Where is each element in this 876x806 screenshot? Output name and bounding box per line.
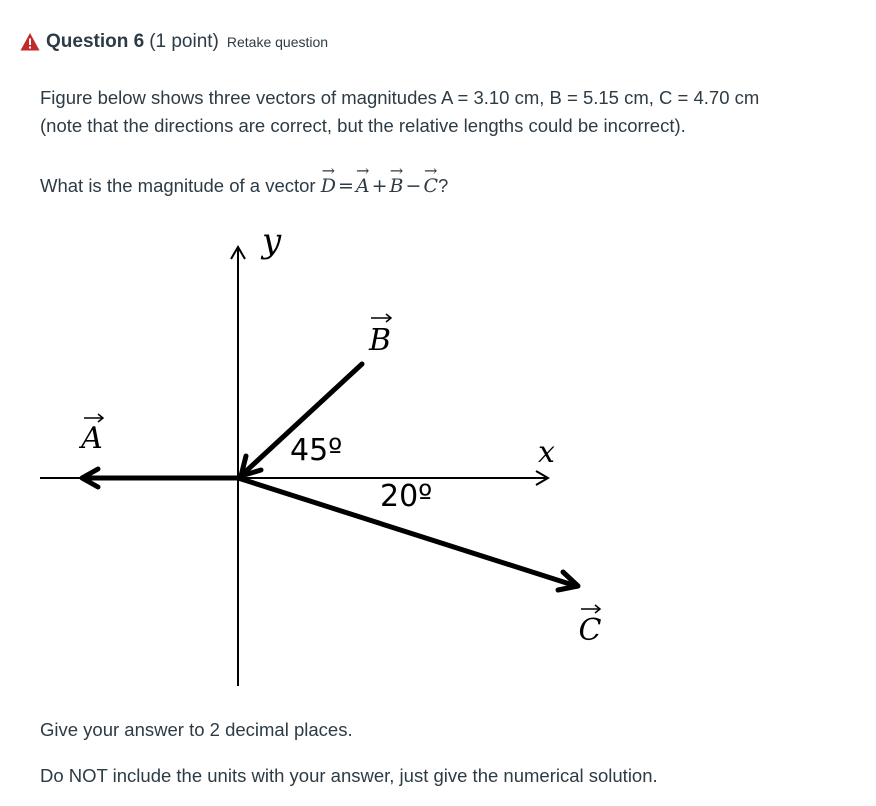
vector-a-symbol: → A	[356, 172, 370, 200]
angle-c-label: 20º	[380, 479, 433, 514]
plus-sign: +	[371, 175, 388, 197]
angle-b-label: 45º	[290, 433, 343, 468]
vector-a-label-text: A	[81, 421, 103, 456]
question-prompt	[40, 172, 800, 200]
instruction-no-units: Do NOT include the units with your answer, just give the numerical solution.	[40, 765, 658, 786]
vector-c-label	[579, 605, 602, 648]
vector-b-symbol: → B	[390, 172, 404, 200]
prompt-text: What is the magnitude of a vector	[40, 175, 316, 196]
vector-b-label-text: B	[368, 323, 392, 358]
question-header	[20, 28, 328, 56]
question-paragraph: Figure below shows three vectors of magnitudes A = 3.10 cm, B = 5.15 cm, C = 4.70 cm (note that the directions are correct, but the relative lengths could be incorrect).	[40, 87, 760, 136]
vector-a-label	[78, 414, 103, 456]
minus-sign: −	[405, 175, 422, 197]
x-axis-label: x	[538, 435, 555, 470]
equals-sign: =	[337, 175, 354, 197]
vector-c-label-text: C	[578, 613, 602, 648]
vector-equation	[321, 175, 438, 197]
warning-icon	[20, 32, 40, 52]
vector-c-symbol: → C	[423, 172, 438, 200]
vector-diagram	[0, 215, 876, 695]
vector-a-arrow	[82, 469, 238, 487]
retake-question-link[interactable]: Retake question	[226, 34, 329, 50]
question-mark: ?	[437, 175, 449, 196]
instruction-decimal-places: Give your answer to 2 decimal places.	[40, 719, 353, 740]
vector-d-symbol: → D	[321, 172, 336, 200]
y-axis-label: y	[262, 221, 282, 261]
question-points: (1 point)	[149, 31, 219, 52]
vector-b-label	[368, 314, 391, 358]
question-title: Question 6	[46, 31, 145, 52]
